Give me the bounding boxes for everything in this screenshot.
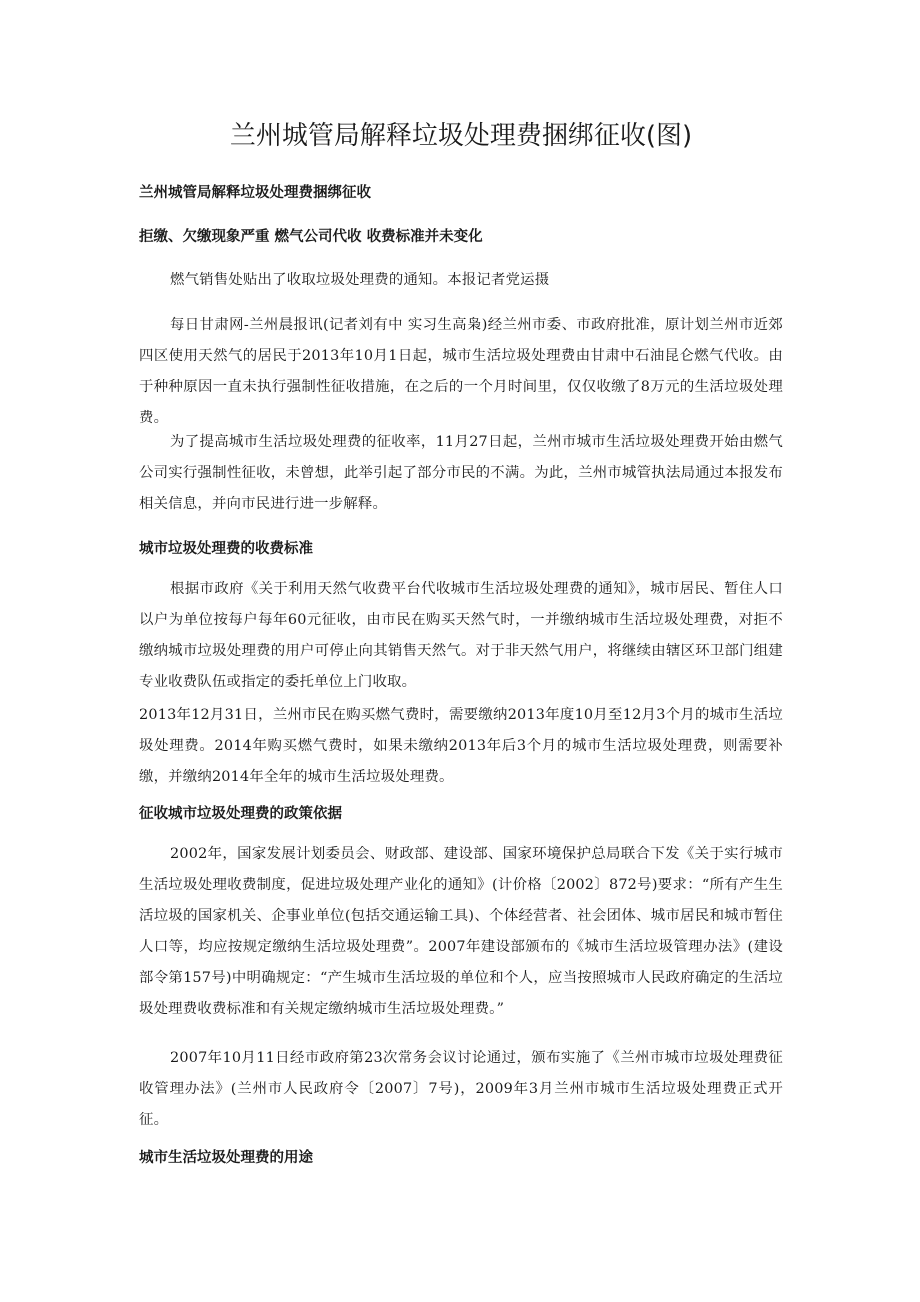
section-heading-fee-usage: 城市生活垃圾处理费的用途: [139, 1150, 313, 1166]
paragraph-local-regulation: 2007年10月11日经市政府第23次常务会议讨论通过，颁布实施了《兰州市城市垃圾处理费征收管理办法》(兰州市人民政府令〔2007〕7号)，2009年3月兰州市城市生活垃圾处理费正式开征。: [139, 1050, 783, 1128]
section-heading-fee-standard: 城市垃圾处理费的收费标准: [139, 541, 313, 557]
article-title: 兰州城管局解释垃圾处理费捆绑征收(图): [229, 121, 693, 151]
section-heading-policy-basis: 征收城市垃圾处理费的政策依据: [139, 806, 342, 822]
photo-caption: 燃气销售处贴出了收取垃圾处理费的通知。本报记者党运摄: [170, 272, 550, 288]
paragraph-background: 为了提高城市生活垃圾处理费的征收率，11月27日起，兰州市城市生活垃圾处理费开始由燃气公司实行强制性征收，未曾想，此举引起了部分市民的不满。为此，兰州市城管执法局通过本报发布相关信息，并向市民进行进一步解释。: [139, 434, 783, 512]
paragraph-payment-schedule: 2013年12月31日，兰州市民在购买燃气费时，需要缴纳2013年度10月至12月3个月的城市生活垃圾处理费。2014年购买燃气费时，如果未缴纳2013年后3个月的城市生活垃圾处理费，则需要补缴，并缴纳2014年全年的城市生活垃圾处理费。: [139, 707, 783, 785]
paragraph-policy-basis: 2002年，国家发展计划委员会、财政部、建设部、国家环境保护总局联合下发《关于实行城市生活垃圾处理收费制度，促进垃圾处理产业化的通知》(计价格〔2002〕872号)要求：“所有产生生活垃圾的国家机关、企事业单位(包括交通运输工具)、个体经营者、社会团体、城市居民和城市暂住人口等，均应按规定缴纳生活垃圾处理费”。2007年建设部颁布的《城市生活垃圾管理办法》(建设部令第157号)中明确规定：“产生城市生活垃圾的单位和个人，应当按照城市人民政府确定的生活垃圾处理费收费标准和有关规定缴纳城市生活垃圾处理费。”: [139, 846, 783, 1017]
paragraph-intro: 每日甘肃网-兰州晨报讯(记者刘有中 实习生高枭)经兰州市委、市政府批准，原计划兰州市近郊四区使用天然气的居民于2013年10月1日起，城市生活垃圾处理费由甘肃中石油昆仑燃气代收。由于种种原因一直未执行强制性征收措施，在之后的一个月时间里，仅仅收缴了8万元的生活垃圾处理费。: [139, 317, 783, 426]
paragraph-fee-standard: 根据市政府《关于利用天然气收费平台代收城市生活垃圾处理费的通知》，城市居民、暂住人口以户为单位按每户每年60元征收，由市民在购买天然气时，一并缴纳城市生活垃圾处理费，对拒不缴纳城市垃圾处理费的用户可停止向其销售天然气。对于非天然气用户，将继续由辖区环卫部门组建专业收费队伍或指定的委托单位上门收取。: [139, 581, 783, 690]
article-subheadline: 拒缴、欠缴现象严重 燃气公司代收 收费标准并未变化: [139, 229, 483, 245]
article-subtitle: 兰州城管局解释垃圾处理费捆绑征收: [139, 185, 371, 201]
